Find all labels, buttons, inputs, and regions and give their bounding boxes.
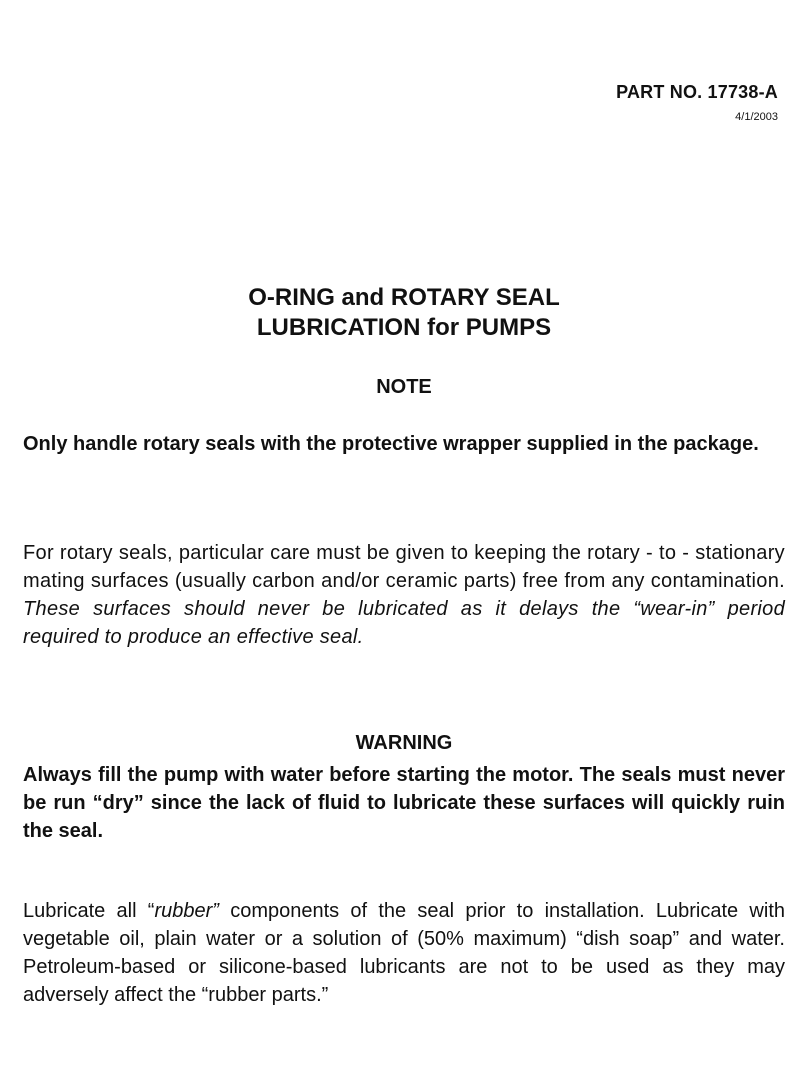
warning-text: Always fill the pump with water before starting the motor. The seals must never be run “dry” since the lack of fluid to lubricate these surfaces will quickly ruin the seal. (23, 764, 785, 842)
document-title (0, 283, 808, 343)
note-text: Only handle rotary seals with the protective wrapper supplied in the package. (23, 433, 759, 455)
document-date: 4/1/2003 (735, 111, 778, 123)
title-line-1: O-RING and ROTARY SEAL (248, 284, 560, 311)
lubricate-text-end: components of the seal prior to installation. Lubricate with vegetable oil, plain water or a solution of (50% maximum) “dish soap” and water. Petroleum-based or silicone-based lubricants are not to be used as they may adversely affect the “rubber parts.” (23, 900, 785, 1006)
lubricate-paragraph (23, 897, 785, 1009)
lubricate-text-start: Lubricate all “ (23, 900, 155, 922)
note-heading: NOTE (376, 376, 432, 398)
title-line-2: LUBRICATION for PUMPS (256, 314, 552, 341)
part-number: PART NO. 17738-A (616, 82, 778, 102)
warning-heading: WARNING (355, 732, 453, 754)
rotary-seal-italic-text: These surfaces should never be lubricated as it delays the “wear-in” period required to produce an effective seal. (23, 598, 785, 648)
lubricate-italic-text: rubber” (154, 900, 219, 922)
rotary-seal-paragraph (23, 539, 785, 651)
rotary-seal-text: For rotary seals, particular care must be given to keeping the rotary - to - stationary mating surfaces (usually carbon and/or ceramic parts) free from any contamination. (23, 542, 785, 592)
